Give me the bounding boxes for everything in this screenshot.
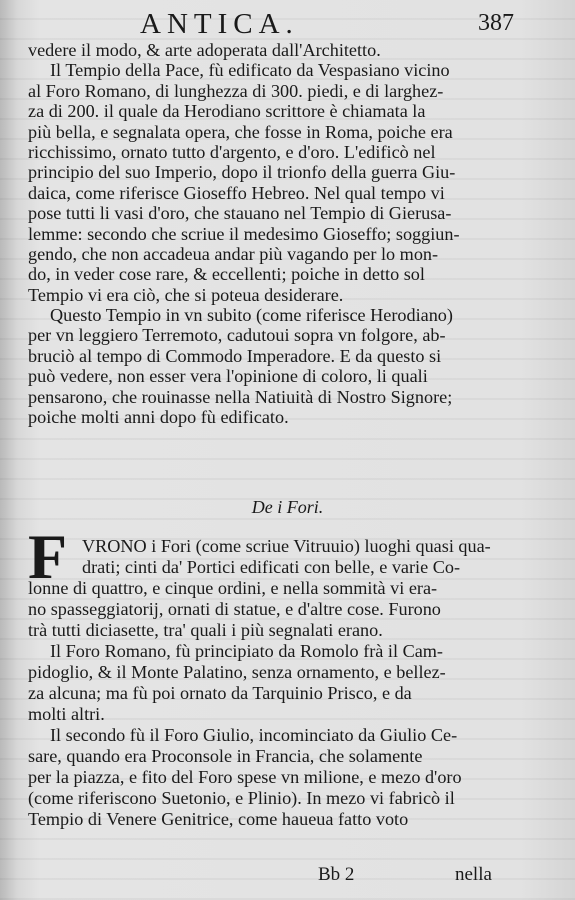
text-line: Questo Tempio in vn subito (come riferisce Herodiano) xyxy=(50,305,453,326)
section-heading: De i Fori. xyxy=(251,497,324,517)
text-line: per vn leggiero Terremoto, cadutoui sopra vn folgore, ab- xyxy=(28,325,446,346)
text-line: (come riferiscono Suetonio, e Plinio). In mezo vi fabricò il xyxy=(28,788,455,808)
text-line: molti altri. xyxy=(28,704,105,724)
text-line: Tempio vi era ciò, che si poteua desiderare. xyxy=(28,284,344,305)
text-line: gendo, che non accadeua andar più vagando per lo mon- xyxy=(28,243,439,264)
text-line: pidoglio, & il Monte Palatino, senza ornamento, e bellez- xyxy=(28,662,446,682)
text-line: daica, come riferisce Gioseffo Hebreo. Nel qual tempo vi xyxy=(28,182,445,203)
text-line: vedere il modo, & arte adoperata dall'Architetto. xyxy=(28,40,381,60)
text-line: do, in veder cose rare, & eccellenti; poiche in detto sol xyxy=(28,264,425,285)
text-line: Il Tempio della Pace, fù edificato da Vespasiano vicino xyxy=(50,60,450,81)
text-line: za alcuna; ma fù poi ornato da Tarquinio Prisco, e da xyxy=(28,683,412,703)
running-title: ANTICA. xyxy=(140,8,299,40)
page-number: 387 xyxy=(478,10,514,36)
text-line: poiche molti anni dopo fù edificato. xyxy=(28,407,289,428)
text-line: drati; cinti da' Portici edificati con belle, e varie Co- xyxy=(82,557,461,577)
text-line: Tempio di Venere Genitrice, come haueua fatto voto xyxy=(28,809,409,829)
text-line: lonne di quattro, e cinque ordini, e nella sommità vi era- xyxy=(28,578,438,598)
text-line: al Foro Romano, di lunghezza di 300. piedi, e di larghez- xyxy=(28,80,444,101)
text-line: Il Foro Romano, fù principiato da Romolo frà il Cam- xyxy=(50,641,443,661)
text-line: Il secondo fù il Foro Giulio, incominciato da Giulio Ce- xyxy=(50,725,458,745)
text-line: no spasseggiatorij, ornati di statue, e d'altre cose. Furono xyxy=(28,599,441,619)
drop-cap-initial: F xyxy=(28,521,68,592)
page-footer xyxy=(0,860,575,890)
text-line: per la piazza, e fito del Foro spese vn milione, e mezo d'oro xyxy=(28,767,462,787)
signature-mark: Bb 2 xyxy=(318,864,355,885)
text-line: pose tutti li vasi d'oro, che stauano nel Tempio di Gierusa- xyxy=(28,203,452,224)
text-line: sare, quando era Proconsole in Francia, che solamente xyxy=(28,746,423,766)
text-line: trà tutti diciasette, tra' quali i più segnalati erano. xyxy=(28,620,383,640)
text-line: principio del suo Imperio, dopo il trionfo della guerra Giu- xyxy=(28,162,456,183)
text-line: lemme: secondo che scriue il medesimo Gioseffo; soggiun- xyxy=(28,223,460,244)
page-header xyxy=(0,2,575,38)
text-line: pensarono, che rouinasse nella Natiuità di Nostro Signore; xyxy=(28,386,453,407)
catchword: nella xyxy=(455,864,492,885)
text-line: bruciò al tempo di Commodo Imperadore. E da questo si xyxy=(28,345,442,366)
text-line: ricchissimo, ornato tutto d'argento, e d'oro. L'edificò nel xyxy=(28,141,436,162)
text-line: può vedere, non esser vera l'opinione di coloro, li quali xyxy=(28,366,428,387)
text-line: VRONO i Fori (come scriue Vitruuio) luoghi quasi qua- xyxy=(82,536,491,556)
text-block-top xyxy=(28,40,548,427)
text-line: za di 200. il quale da Herodiano scrittore è chiamata la xyxy=(28,101,426,122)
text-line: più bella, e segnalata opera, che fosse in Roma, poiche era xyxy=(28,121,453,142)
text-block-bottom xyxy=(28,536,548,830)
